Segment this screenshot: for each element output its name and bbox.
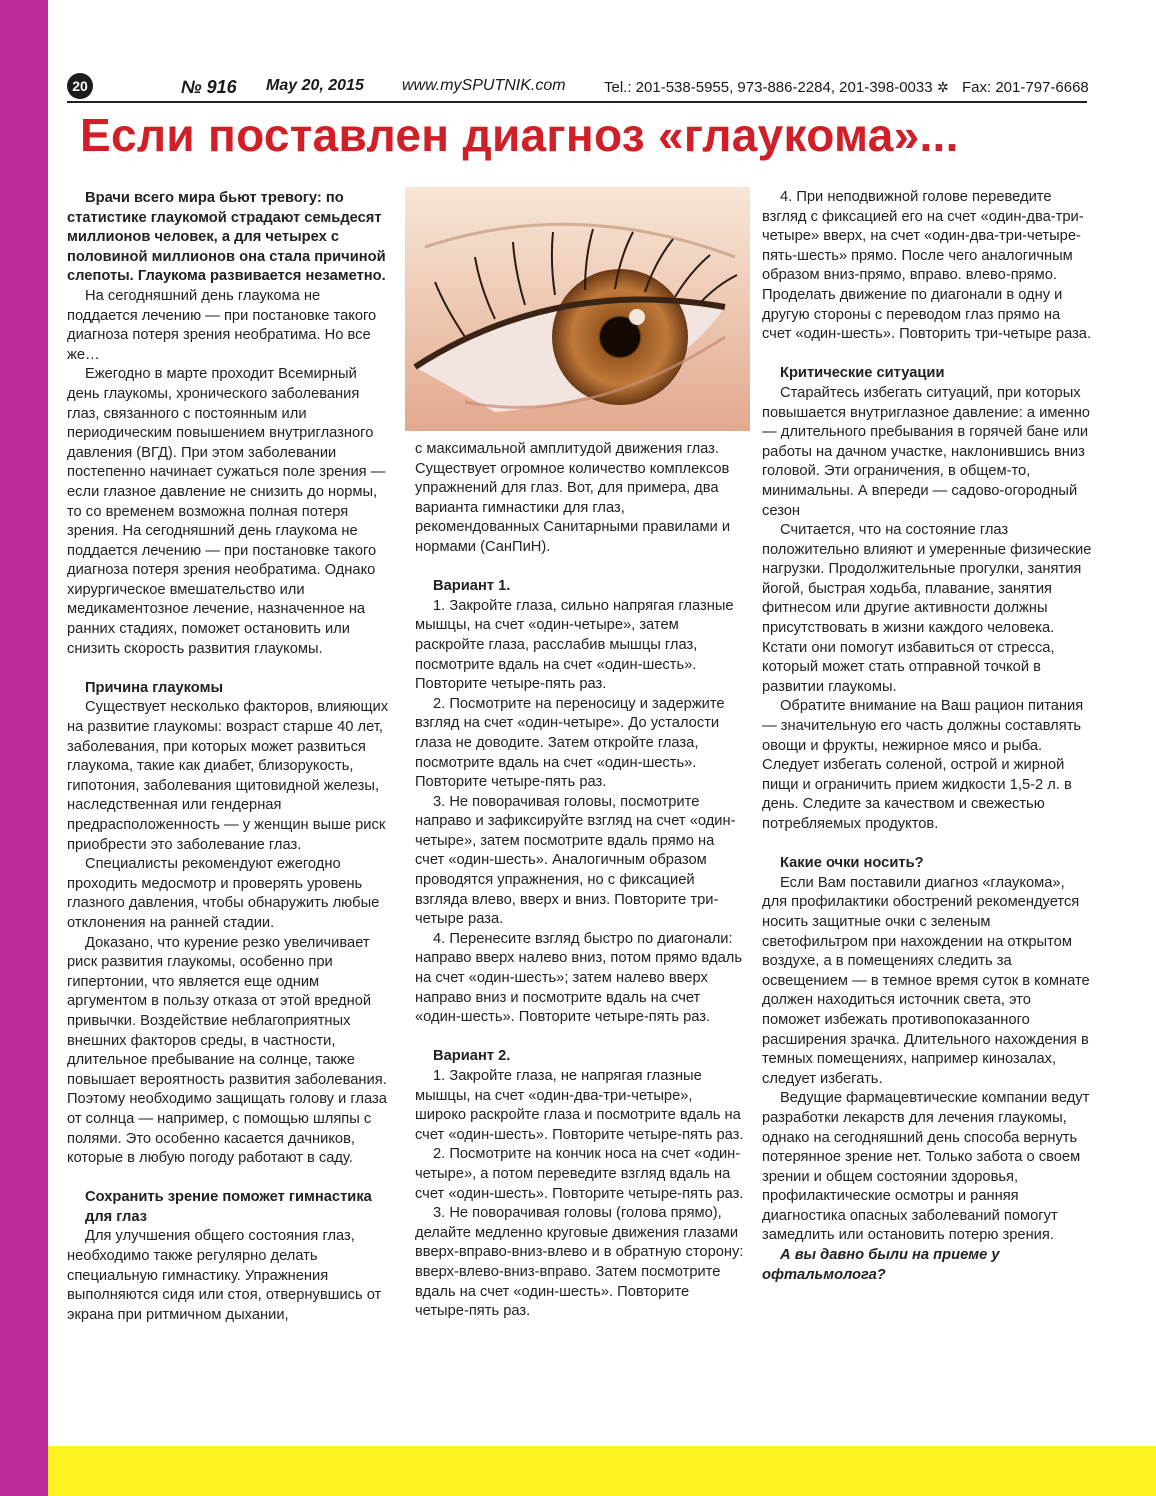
paragraph: 3. Не поворачивая головы, посмотрите направо и зафиксируйте взгляд на счет «один-четыре», затем посмотрите вдаль прямо на счет «один-шесть». Аналогичным образом проводятся упражнения, но с фиксацией взгляда влево, вверх и вниз. Повторите три-четыре раза. — [415, 793, 736, 928]
paragraph: Ежегодно в марте проходит Всемирный день глаукомы, хронического заболевания глаз, связанного с постоянным или периодическим повышением внутриглазного давления (ВГД). При этом заболевании постепенно начинает сужаться поле зрения — если глазное давление не снизить до нормы, то со временем возможна полная потеря зрения. На сегодняшний день глаукома не поддается лечению — при постановке такого диагноза потеря зрения необратима. Однако хирургическое вмешательство или медикаментозное лечение, назначенное на ранних стадиях, поможет остановить или снизить скорость развития глаукомы. — [67, 366, 386, 657]
eye-illustration — [405, 187, 750, 431]
header-rule — [67, 101, 1087, 103]
paragraph: Существует несколько факторов, влияющих на развитие глаукомы: возраст старше 40 лет, заболевания, при которых может развиться глаукома, такие как диабет, близорукость, гипотония, заболевания щитовидной железы, наследственная или гендерная предрасположенность — у женщин выше риск приобрести это заболевание глаз. — [67, 699, 389, 853]
paragraph: Для улучшения общего состояния глаз, необходимо также регулярно делать специальную гимнастику. Упражнения выполняются сидя или стоя, отвернувшись от экрана при ритмичном дыхании, — [67, 1228, 382, 1323]
page-number: 20 — [67, 73, 93, 99]
paragraph: Старайтесь избегать ситуаций, при которых повышается внутриглазное давление: а именно — длительного пребывания в горячей бане или работы на дачном участке, наклонившись вниз головой. Эти ограничения, в общем-то, минимальны. А впереди — садово-огородный сезон — [762, 384, 1090, 519]
section-heading-variant-1: Вариант 1. — [433, 578, 511, 595]
headline: Если поставлен диагноз «глаукома»... — [80, 109, 959, 161]
article-column-1 — [67, 189, 393, 1325]
paragraph: 4. При неподвижной голове переведите взгляд с фиксацией его на счет «один-два-три-четыре» вверх, на счет «один-два-три-четыре-пять-шесть» прямо. После чего аналогичным образом вниз-прямо, вправо. влево-прямо. Проделать движение по диагонали в одну и другую стороны с переводом глаз прямо на счет «один-шесть». Повторить три-четыре раза. — [762, 189, 1092, 343]
website-link[interactable]: www.mySPUTNIK.com — [402, 77, 566, 94]
paragraph: 3. Не поворачивая головы (голова прямо), делайте медленно круговые движения глазами вверх-вправо-вниз-влево и в обратную сторону: вверх-влево-вниз-вправо. Затем посмотрите вдаль на счет «один-шесть». Повторите четыре-пять раз. — [415, 1205, 744, 1320]
section-heading-glasses: Какие очки носить? — [780, 855, 924, 872]
separator-icon: ✲ — [937, 79, 949, 95]
eye-closeup-photo — [405, 187, 750, 431]
section-heading-cause: Причина глаукомы — [85, 679, 223, 696]
fax-number: Fax: 201-797-6668 — [962, 79, 1089, 96]
lead-paragraph: Врачи всего мира бьют тревогу: по статистике глаукомой страдают семьдесят миллионов человек, а для четырех с половиной миллионов она стала причиной слепоты. Глаукома развивается незаметно. — [67, 190, 386, 285]
yellow-bottom-bar — [48, 1446, 1156, 1496]
paragraph: Специалисты рекомендуют ежегодно проходить медосмотр и проверять уровень глазного давления, чтобы обнаружить любые отклонения на ранней стадии. — [67, 856, 380, 931]
closing-question: А вы давно были на приеме у офтальмолога? — [762, 1247, 1000, 1283]
telephone-numbers: Tel.: 201-538-5955, 973-886-2284, 201-398-0033 — [604, 79, 933, 96]
paragraph: 1. Закройте глаза, не напрягая глазные мышцы, на счет «один-два-три-четыре», широко раскройте глаза и посмотрите вдаль на счет «один-шесть». Повторите четыре-пять раз. — [415, 1068, 744, 1143]
magenta-side-bar — [0, 0, 48, 1496]
section-heading-variant-2: Вариант 2. — [433, 1048, 511, 1065]
paragraph: 1. Закройте глаза, сильно напрягая глазные мышцы, на счет «один-четыре», затем раскройте глаза, расслабив мышцы глаз, посмотрите вдаль на счет «один-шесть». Повторите четыре-пять раз. — [415, 597, 734, 693]
section-heading-critical: Критические ситуации — [780, 365, 945, 382]
issue-date: May 20, 2015 — [266, 77, 364, 94]
paragraph: Доказано, что курение резко увеличивает риск развития глаукомы, особенно при гипертонии, что является еще одним аргументом в пользу отказа от этой вредной привычки. Воздействие неблагоприятных внешних факторов среды, в частности, длительное пребывание на солнце, также повышает вероятность развития заболевания. Поэтому необходимо защищать голову и глаза от солнца — например, с помощью шляпы с полями. Это особенно касается дачников, которые в любую погоду работают в саду. — [67, 934, 387, 1167]
paragraph: Обратите внимание на Ваш рацион питания — значительную его часть должны составлять овощи и фрукты, нежирное мясо и рыба. Следует избегать соленой, острой и жирной пищи и ограничить прием жидкости 1,5-2 л. в день. Следите за качеством и свежестью потребляемых продуктов. — [762, 698, 1084, 832]
paragraph: с максимальной амплитудой движения глаз. Существует огромное количество комплексов упражнений для глаз. Вот, для примера, два варианта гимнастики для глаз, рекомендованных Санитарными правилами и нормами (СанПиН). — [415, 441, 731, 555]
paragraph: Если Вам поставили диагноз «глаукома», для профилактики обострений рекомендуется носить защитные очки с зеленым светофильтром при нахождении на открытом воздухе, а в помещениях следить за освещением — в темное время суток в комнате должен находиться источник света, это поможет избежать противопоказанного расширения зрачка. Длительного нахождения в темных помещениях, например кинозалах, следует избегать. — [762, 874, 1090, 1087]
paragraph: Ведущие фармацевтические компании ведут разработки лекарств для лечения глаукомы, однако на сегодняшний день способа вернуть потерянное зрение нет. Только забота о своем зрении и общем состоянии здоровья, профилактические осмотры и ранняя диагностика опасных заболеваний помогут замедлить или остановить потерю зрения. — [762, 1090, 1090, 1244]
issue-number: № 916 — [181, 77, 237, 97]
article-column-2 — [415, 440, 745, 1322]
paragraph: На сегодняшний день глаукома не поддается лечению — при постановке такого диагноза потеря зрения необратима. Но все же… — [67, 287, 377, 363]
paragraph: 2. Посмотрите на переносицу и задержите взгляд на счет «один-четыре». До усталости глаза не доводите. Затем откройте глаза, посмотрите вдаль на счет «один-шесть». Повторите четыре-пять раз. — [415, 695, 725, 791]
paragraph: 4. Перенесите взгляд быстро по диагонали: направо вверх налево вниз, потом прямо вдаль на счет «один-шесть»; затем налево вверх направо вниз и посмотрите вдаль на счет «один-шесть». Повторите четыре-пять раз. — [415, 930, 742, 1026]
section-heading-gymnastics: Сохранить зрение поможет гимнастика для глаз — [85, 1189, 372, 1225]
paragraph: Считается, что на состояние глаз положительно влияют и умеренные физические нагрузки. Продолжительные прогулки, занятия йогой, быстрая ходьба, плавание, занятия фитнесом или другие активности должны присутствовать в жизни каждого человека. Кстати они помогут избавиться от стресса, который может стать отправной точкой в развитии глаукомы. — [762, 522, 1092, 695]
article-column-3 — [762, 188, 1092, 1285]
paragraph: 2. Посмотрите на кончик носа на счет «один-четыре», а потом переведите взгляд вдаль на счет «один-шесть». Повторите четыре-пять раз. — [415, 1146, 744, 1202]
